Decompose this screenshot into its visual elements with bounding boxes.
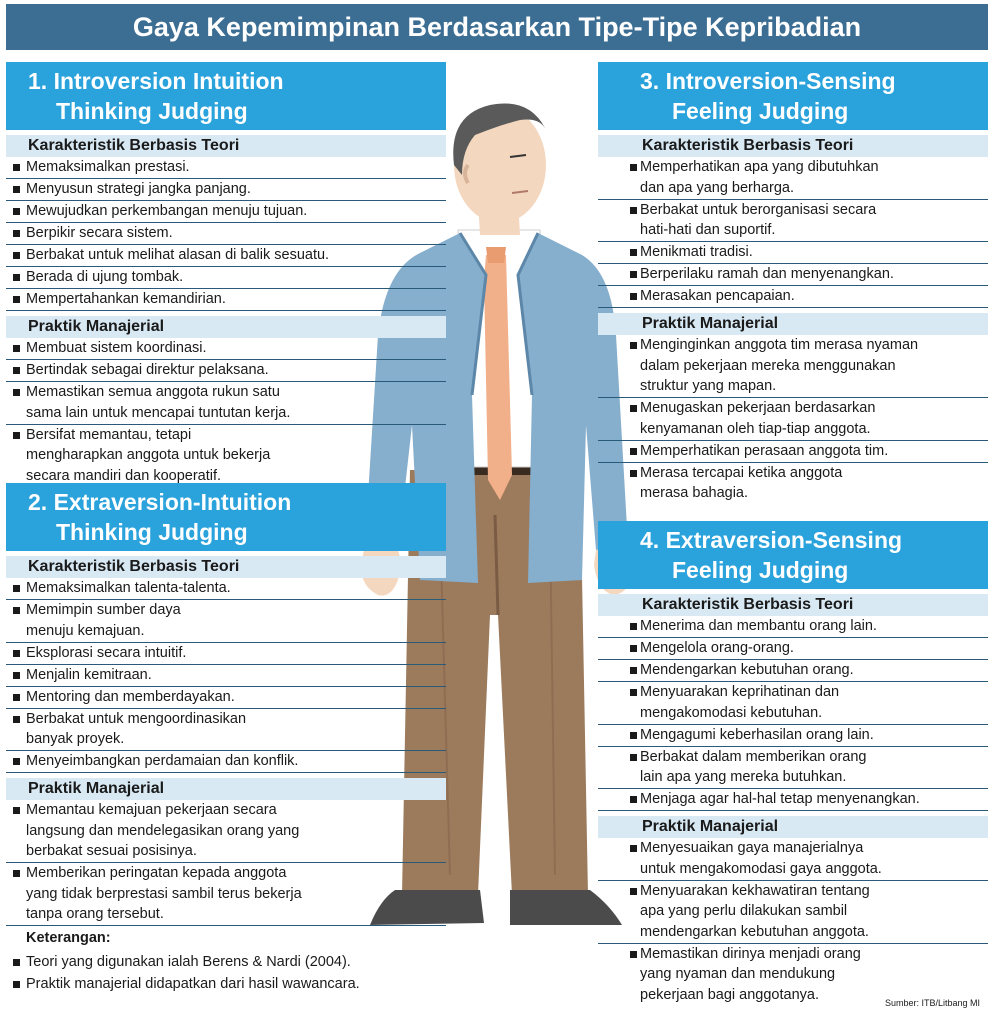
practice-heading: Praktik Manajerial [598, 816, 988, 838]
practice-list [6, 800, 446, 926]
bullet-icon [13, 758, 20, 765]
section-heading-line1: 3. Introversion-Sensing [640, 68, 896, 94]
bullet-icon [13, 432, 20, 439]
bullet-icon [630, 405, 637, 412]
list-item: Bersifat memantau, tetapi mengharapkan anggota untuk bekerja secara mandiri dan kooperatif. [6, 425, 446, 487]
note-item: Teori yang digunakan ialah Berens & Nardi (2004). [6, 954, 436, 970]
list-item: Memperhatikan perasaan anggota tim. [598, 441, 988, 463]
section-1 [6, 62, 446, 487]
section-heading-line1: 2. Extraversion-Intuition [28, 489, 292, 515]
bullet-icon [13, 296, 20, 303]
list-item: Menikmati tradisi. [598, 242, 988, 264]
section-heading-line1: 4. Extraversion-Sensing [640, 527, 903, 553]
bullet-icon [630, 448, 637, 455]
list-item: Menjaga agar hal-hal tetap menyenangkan. [598, 789, 988, 811]
list-item: Merasakan pencapaian. [598, 286, 988, 308]
list-item: Bertindak sebagai direktur pelaksana. [6, 360, 446, 382]
bullet-icon [630, 207, 637, 214]
bullet-icon [630, 271, 637, 278]
list-item: Berbakat dalam memberikan orang lain apa yang mereka butuhkan. [598, 747, 988, 790]
bullet-icon [630, 689, 637, 696]
notes-list [6, 954, 436, 992]
characteristics-list [6, 578, 446, 773]
section-heading [598, 62, 988, 130]
bullet-icon [630, 667, 637, 674]
source-credit: Sumber: ITB/Litbang MI [884, 998, 980, 1008]
list-item: Memastikan dirinya menjadi orang yang nyaman dan mendukung pekerjaan bagi anggotanya. [598, 944, 988, 1006]
bullet-icon [630, 645, 637, 652]
bullet-icon [630, 342, 637, 349]
bullet-icon [630, 623, 637, 630]
characteristics-heading: Karakteristik Berbasis Teori [6, 556, 446, 578]
practice-heading: Praktik Manajerial [6, 778, 446, 800]
list-item: Menyusun strategi jangka panjang. [6, 179, 446, 201]
characteristics-list [598, 157, 988, 308]
practice-heading: Praktik Manajerial [6, 316, 446, 338]
list-item: Memimpin sumber daya menuju kemajuan. [6, 600, 446, 643]
practice-heading: Praktik Manajerial [598, 313, 988, 335]
list-item: Berbakat untuk mengoordinasikan banyak proyek. [6, 709, 446, 752]
list-item: Berbakat untuk melihat alasan di balik sesuatu. [6, 245, 446, 267]
bullet-icon [13, 367, 20, 374]
list-item: Menginginkan anggota tim merasa nyaman dalam pekerjaan mereka menggunakan struktur yang mapan. [598, 335, 988, 398]
list-item: Menjalin kemitraan. [6, 665, 446, 687]
list-item: Menyeimbangkan perdamaian dan konflik. [6, 751, 446, 773]
page-title: Gaya Kepemimpinan Berdasarkan Tipe-Tipe Kepribadian [6, 4, 988, 50]
notes [6, 930, 436, 998]
list-item: Memantau kemajuan pekerjaan secara langsung dan mendelegasikan orang yang berbakat sesuai posisinya. [6, 800, 446, 863]
list-item: Membuat sistem koordinasi. [6, 338, 446, 360]
characteristics-heading: Karakteristik Berbasis Teori [598, 135, 988, 157]
bullet-icon [13, 389, 20, 396]
bullet-icon [13, 981, 20, 988]
list-item: Menyesuaikan gaya manajerialnya untuk mengakomodasi gaya anggota. [598, 838, 988, 881]
bullet-icon [630, 754, 637, 761]
bullet-icon [630, 164, 637, 171]
list-item: Menyuarakan kekhawatiran tentang apa yang perlu dilakukan sambil mendengarkan kebutuhan anggota. [598, 881, 988, 944]
list-item: Eksplorasi secara intuitif. [6, 643, 446, 665]
list-item: Berada di ujung tombak. [6, 267, 446, 289]
bullet-icon [13, 607, 20, 614]
bullet-icon [13, 807, 20, 814]
bullet-icon [13, 186, 20, 193]
bullet-icon [13, 694, 20, 701]
section-heading [6, 483, 446, 551]
section-heading-line2: Thinking Judging [56, 519, 248, 545]
practice-list [598, 838, 988, 1006]
note-item: Praktik manajerial didapatkan dari hasil wawancara. [6, 976, 436, 992]
bullet-icon [13, 959, 20, 966]
list-item: Berbakat untuk berorganisasi secara hati-hati dan suportif. [598, 200, 988, 243]
characteristics-list [6, 157, 446, 311]
list-item: Mendengarkan kebutuhan orang. [598, 660, 988, 682]
section-2 [6, 483, 446, 926]
bullet-icon [13, 716, 20, 723]
bullet-icon [13, 230, 20, 237]
bullet-icon [630, 796, 637, 803]
bullet-icon [630, 293, 637, 300]
section-3 [598, 62, 988, 504]
list-item: Menerima dan membantu orang lain. [598, 616, 988, 638]
bullet-icon [630, 470, 637, 477]
bullet-icon [13, 870, 20, 877]
section-heading-line2: Feeling Judging [672, 98, 849, 124]
list-item: Memaksimalkan talenta-talenta. [6, 578, 446, 600]
bullet-icon [13, 345, 20, 352]
list-item: Mengagumi keberhasilan orang lain. [598, 725, 988, 747]
bullet-icon [13, 274, 20, 281]
practice-list [598, 335, 988, 504]
list-item: Memperhatikan apa yang dibutuhkan dan apa yang berharga. [598, 157, 988, 200]
list-item: Mempertahankan kemandirian. [6, 289, 446, 311]
list-item: Berperilaku ramah dan menyenangkan. [598, 264, 988, 286]
section-4 [598, 521, 988, 1006]
bullet-icon [630, 888, 637, 895]
section-heading-line1: 1. Introversion Intuition [28, 68, 284, 94]
bullet-icon [630, 249, 637, 256]
bullet-icon [13, 208, 20, 215]
section-heading-line2: Feeling Judging [672, 557, 849, 583]
bullet-icon [13, 164, 20, 171]
list-item: Mentoring dan memberdayakan. [6, 687, 446, 709]
list-item: Berpikir secara sistem. [6, 223, 446, 245]
bullet-icon [13, 650, 20, 657]
bullet-icon [630, 732, 637, 739]
notes-title: Keterangan: [26, 930, 111, 946]
characteristics-list [598, 616, 988, 811]
characteristics-heading: Karakteristik Berbasis Teori [598, 594, 988, 616]
section-heading [598, 521, 988, 589]
list-item: Menyuarakan keprihatinan dan mengakomodasi kebutuhan. [598, 682, 988, 725]
bullet-icon [630, 951, 637, 958]
bullet-icon [13, 672, 20, 679]
list-item: Merasa tercapai ketika anggota merasa bahagia. [598, 463, 988, 505]
list-item: Mengelola orang-orang. [598, 638, 988, 660]
bullet-icon [630, 845, 637, 852]
list-item: Memaksimalkan prestasi. [6, 157, 446, 179]
list-item: Mewujudkan perkembangan menuju tujuan. [6, 201, 446, 223]
section-heading [6, 62, 446, 130]
list-item: Memberikan peringatan kepada anggota yang tidak berprestasi sambil terus bekerja tanpa orang tersebut. [6, 863, 446, 926]
section-heading-line2: Thinking Judging [56, 98, 248, 124]
bullet-icon [13, 252, 20, 259]
list-item: Menugaskan pekerjaan berdasarkan kenyamanan oleh tiap-tiap anggota. [598, 398, 988, 441]
practice-list [6, 338, 446, 487]
bullet-icon [13, 585, 20, 592]
characteristics-heading: Karakteristik Berbasis Teori [6, 135, 446, 157]
list-item: Memastikan semua anggota rukun satu sama lain untuk mencapai tuntutan kerja. [6, 382, 446, 425]
